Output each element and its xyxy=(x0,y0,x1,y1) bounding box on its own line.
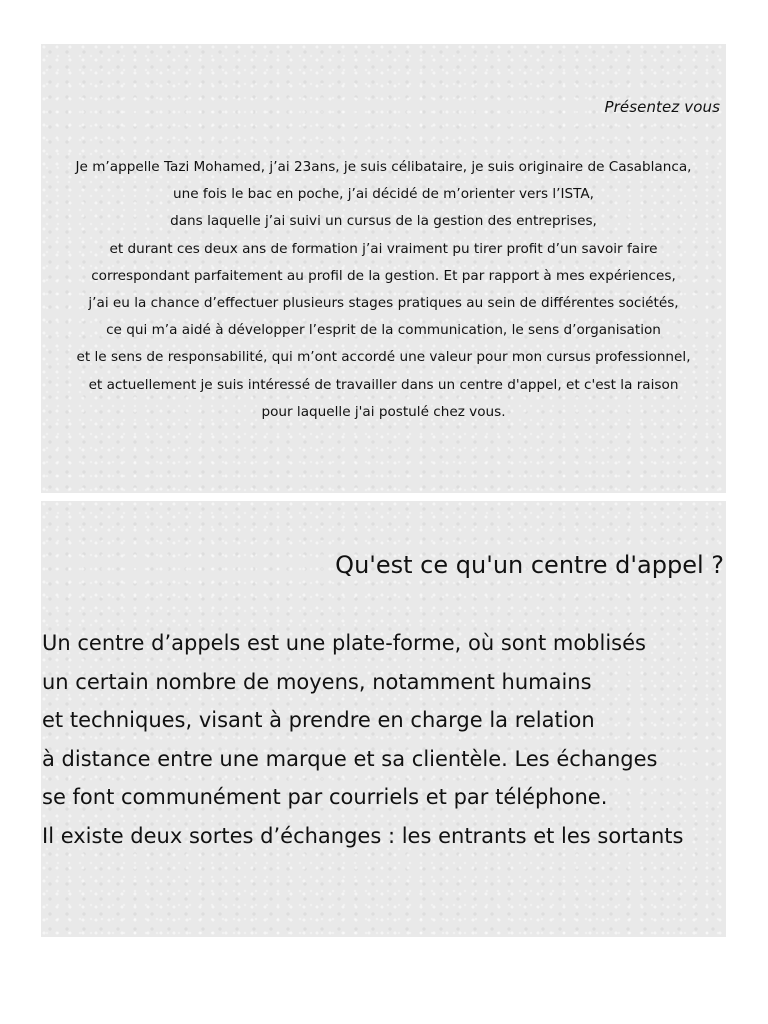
text-line: ce qui m’a aidé à développer l’esprit de la communication, le sens d’organisation xyxy=(106,322,661,339)
text-line: Il existe deux sortes d’échanges : les entrants et les sortants xyxy=(42,823,684,848)
slide-body-text xyxy=(42,624,726,855)
slide-title: Présentez vous xyxy=(604,98,720,116)
slide-title: Qu'est ce qu'un centre d'appel ? xyxy=(335,551,724,579)
text-line: se font communément par courriels et par téléphone. xyxy=(42,785,608,809)
text-line: Je m’appelle Tazi Mohamed, j’ai 23ans, je suis célibataire, je suis originaire de Casablanca, xyxy=(75,159,692,175)
text-line: une fois le bac en poche, j’ai décidé de m’orienter vers l’ISTA, xyxy=(173,186,594,203)
slide-call-center xyxy=(41,501,726,937)
text-line: et techniques, visant à prendre en charge la relation xyxy=(42,708,595,732)
text-line: correspondant parfaitement au profil de la gestion. Et par rapport à mes expériences, xyxy=(91,267,676,284)
text-line: j’ai eu la chance d’effectuer plusieurs stages pratiques au sein de différentes sociétés, xyxy=(88,295,679,312)
text-line: et actuellement je suis intéressé de travailler dans un centre d'appel, et c'est la raison xyxy=(88,376,679,393)
slide-body-text xyxy=(41,154,726,426)
text-line: pour laquelle j'ai postulé chez vous. xyxy=(261,403,506,420)
text-line: dans laquelle j’ai suivi un cursus de la gestion des entreprises, xyxy=(170,213,597,230)
text-line: et le sens de responsabilité, qui m’ont accordé une valeur pour mon cursus professionnel, xyxy=(76,349,691,366)
text-line: à distance entre une marque et sa clientèle. Les échanges xyxy=(42,746,658,771)
text-line: Un centre d’appels est une plate-forme, où sont moblisés xyxy=(42,631,646,655)
slide-presentation xyxy=(41,44,726,493)
text-line: un certain nombre de moyens, notamment humains xyxy=(42,669,592,694)
text-line: et durant ces deux ans de formation j’ai vraiment pu tirer profit d’un savoir faire xyxy=(109,240,658,257)
